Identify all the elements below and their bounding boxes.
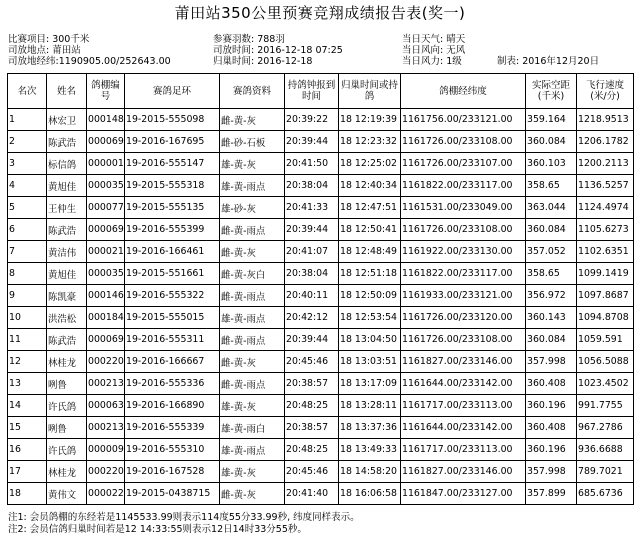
cell-speed: 1218.9513 [577,109,634,131]
cell-ring: 19-2016-555311 [125,329,220,351]
cell-distance: 360.196 [526,395,577,417]
cell-ring: 19-2015-555098 [125,109,220,131]
cell-distance: 360.196 [526,439,577,461]
cell-distance: 357.052 [526,241,577,263]
table-row [8,109,634,131]
cell-return-time: 18 12:25:02 [339,153,401,175]
cell-coords: 1161827.00/233146.00 [401,351,526,373]
cell-loft-id: 000035 [87,175,125,197]
cell-coords: 1161933.00/233121.00 [401,285,526,307]
cell-clock-time: 20:45:46 [285,461,339,483]
cell-name: 黄伟文 [47,483,87,505]
cell-distance: 360.143 [526,307,577,329]
cell-distance: 357.899 [526,483,577,505]
cell-ring: 19-2015-0438715 [125,483,220,505]
table-row [8,307,634,329]
cell-speed: 1059.591 [577,329,634,351]
cell-clock-time: 20:39:44 [285,219,339,241]
cell-clock-time: 20:48:25 [285,395,339,417]
cell-rank: 18 [8,483,47,505]
cell-loft-id: 000148 [87,109,125,131]
cell-distance: 358.65 [526,263,577,285]
cell-return-time: 18 12:40:34 [339,175,401,197]
cell-coords: 1161827.00/233146.00 [401,461,526,483]
cell-distance: 359.164 [526,109,577,131]
cell-pigeon-info: 雄-黄-灰 [220,153,285,175]
return-deadline: 归巢时间: 2016-12-18 [213,56,313,67]
cell-ring: 19-2015-555318 [125,175,220,197]
cell-rank: 16 [8,439,47,461]
cell-speed: 789.7021 [577,461,634,483]
made-date: 制表: 2016年12月20日 [497,56,600,67]
cell-rank: 7 [8,241,47,263]
cell-coords: 1161726.00/233108.00 [401,131,526,153]
cell-name: 林桂龙 [47,351,87,373]
cell-ring: 19-2016-555310 [125,439,220,461]
cell-rank: 9 [8,285,47,307]
table-row [8,131,634,153]
cell-rank: 6 [8,219,47,241]
release-time: 司放时间: 2016-12-18 07:25 [213,45,343,56]
cell-rank: 13 [8,373,47,395]
cell-coords: 1161726.00/233120.00 [401,307,526,329]
cell-loft-id: 000220 [87,351,125,373]
table-row [8,197,634,219]
cell-distance: 358.65 [526,175,577,197]
cell-name: 陈凯豪 [47,285,87,307]
col-ring: 赛鸽足环 [125,74,220,109]
table-row [8,439,634,461]
cell-coords: 1161717.00/233113.00 [401,439,526,461]
col-pigeon-info: 赛鸽资料 [220,74,285,109]
cell-speed: 1124.4974 [577,197,634,219]
col-rank: 名次 [8,74,47,109]
cell-speed: 1023.4502 [577,373,634,395]
cell-ring: 19-2016-555399 [125,219,220,241]
cell-loft-id: 000063 [87,395,125,417]
cell-coords: 1161922.00/233130.00 [401,241,526,263]
cell-return-time: 18 13:04:50 [339,329,401,351]
cell-coords: 1161726.00/233107.00 [401,153,526,175]
cell-pigeon-info: 雌-黄-雨点 [220,373,285,395]
cell-distance: 360.084 [526,219,577,241]
col-loft-id: 鸽棚编号 [87,74,125,109]
cell-pigeon-info: 雌-黄-雨点 [220,329,285,351]
cell-clock-time: 20:38:04 [285,263,339,285]
cell-return-time: 18 12:51:18 [339,263,401,285]
cell-pigeon-info: 雌-黄-灰 [220,241,285,263]
cell-pigeon-info: 雄-黄-灰 [220,461,285,483]
cell-coords: 1161644.00/233142.00 [401,373,526,395]
cell-rank: 10 [8,307,47,329]
table-row [8,219,634,241]
cell-ring: 19-2016-555322 [125,285,220,307]
cell-return-time: 18 13:37:36 [339,417,401,439]
cell-name: 陈武浩 [47,329,87,351]
table-row [8,263,634,285]
wind-direction: 当日风向: 无风 [402,45,466,56]
table-row [8,329,634,351]
cell-loft-id: 000184 [87,307,125,329]
cell-ring: 19-2015-551661 [125,263,220,285]
col-return-time: 归巢时间或持鸽 [339,74,401,109]
notes [8,512,360,536]
cell-rank: 4 [8,175,47,197]
cell-return-time: 18 12:19:39 [339,109,401,131]
entries-count: 参赛羽数: 788羽 [213,34,285,45]
cell-loft-id: 000213 [87,373,125,395]
table-row [8,417,634,439]
cell-return-time: 18 12:50:41 [339,219,401,241]
cell-ring: 19-2016-555336 [125,373,220,395]
table-header-row [8,74,634,109]
cell-pigeon-info: 雌-黄-灰 [220,109,285,131]
cell-name: 王仲生 [47,197,87,219]
race-item: 比赛项目: 300千米 [8,34,90,45]
cell-distance: 360.408 [526,417,577,439]
cell-speed: 1200.2113 [577,153,634,175]
cell-speed: 936.6688 [577,439,634,461]
cell-pigeon-info: 雌-黄-灰白 [220,263,285,285]
cell-return-time: 18 12:50:09 [339,285,401,307]
cell-loft-id: 000069 [87,329,125,351]
cell-speed: 1136.5257 [577,175,634,197]
cell-rank: 15 [8,417,47,439]
cell-loft-id: 000077 [87,197,125,219]
table-row [8,483,634,505]
col-clock-time: 持鸽钟报到时间 [285,74,339,109]
cell-ring: 19-2016-166890 [125,395,220,417]
cell-coords: 1161756.00/233121.00 [401,109,526,131]
table-row [8,153,634,175]
cell-clock-time: 20:39:44 [285,131,339,153]
col-coords: 鸽棚经纬度 [401,74,526,109]
cell-distance: 360.084 [526,329,577,351]
cell-clock-time: 20:41:07 [285,241,339,263]
cell-return-time: 18 14:58:20 [339,461,401,483]
cell-pigeon-info: 雌-黄-雨点 [220,285,285,307]
cell-name: 陈武浩 [47,219,87,241]
cell-distance: 357.998 [526,461,577,483]
cell-loft-id: 000001 [87,153,125,175]
cell-rank: 14 [8,395,47,417]
cell-return-time: 18 13:49:33 [339,439,401,461]
col-distance: 实际空距(千米) [526,74,577,109]
cell-clock-time: 20:41:40 [285,483,339,505]
cell-return-time: 18 12:47:51 [339,197,401,219]
cell-name: 许氏鸽 [47,439,87,461]
cell-return-time: 18 12:23:32 [339,131,401,153]
cell-coords: 1161644.00/233142.00 [401,417,526,439]
cell-loft-id: 000213 [87,417,125,439]
note-2: 注2: 会员信鸽归巢时间若是12 14:33:55则表示12日14时33分55秒。 [8,524,307,535]
cell-loft-id: 000220 [87,461,125,483]
table-row [8,395,634,417]
cell-name: 陈武浩 [47,131,87,153]
cell-coords: 1161847.00/233127.00 [401,483,526,505]
table-row [8,285,634,307]
cell-clock-time: 20:38:57 [285,373,339,395]
cell-speed: 1097.8687 [577,285,634,307]
cell-rank: 1 [8,109,47,131]
cell-ring: 19-2016-167695 [125,131,220,153]
cell-loft-id: 000009 [87,439,125,461]
cell-speed: 1094.8708 [577,307,634,329]
cell-pigeon-info: 雄-黄-雨点 [220,175,285,197]
cell-speed: 1056.5088 [577,351,634,373]
cell-coords: 1161531.00/233049.00 [401,197,526,219]
cell-speed: 1105.6273 [577,219,634,241]
cell-rank: 17 [8,461,47,483]
cell-rank: 5 [8,197,47,219]
cell-distance: 360.408 [526,373,577,395]
cell-coords: 1161726.00/233108.00 [401,219,526,241]
cell-speed: 1102.6351 [577,241,634,263]
cell-return-time: 18 16:06:58 [339,483,401,505]
cell-return-time: 18 12:48:49 [339,241,401,263]
cell-return-time: 18 13:28:11 [339,395,401,417]
cell-name: 咧鲁 [47,373,87,395]
cell-pigeon-info: 雄-黄-灰 [220,395,285,417]
cell-distance: 363.044 [526,197,577,219]
release-place: 司放地点: 莆田站 [8,45,81,56]
cell-speed: 685.6736 [577,483,634,505]
table-row [8,175,634,197]
table-row [8,461,634,483]
table-row [8,241,634,263]
table-row [8,351,634,373]
cell-clock-time: 20:42:12 [285,307,339,329]
cell-rank: 12 [8,351,47,373]
cell-speed: 991.7755 [577,395,634,417]
cell-speed: 967.2786 [577,417,634,439]
cell-pigeon-info: 雄-黄-雨点 [220,439,285,461]
cell-pigeon-info: 雌-黄-雨点 [220,219,285,241]
release-coords: 司放地经纬:1190905.00/252643.00 [8,56,171,67]
cell-coords: 1161717.00/233113.00 [401,395,526,417]
wind-force: 当日风力: 1级 [402,56,462,67]
cell-name: 许氏鸽 [47,395,87,417]
cell-return-time: 18 12:53:54 [339,307,401,329]
weather: 当日天气: 晴天 [402,34,466,45]
cell-ring: 19-2016-166461 [125,241,220,263]
cell-name: 标信鸽 [47,153,87,175]
results-table [7,73,634,505]
cell-ring: 19-2015-555135 [125,197,220,219]
cell-loft-id: 000146 [87,285,125,307]
note-1: 注1: 会员鸽棚的东经若是1145533.99则表示114度55分33.99秒, 纬度同样表示。 [8,512,360,523]
cell-coords: 1161822.00/233117.00 [401,263,526,285]
cell-return-time: 18 13:03:51 [339,351,401,373]
cell-name: 黄洁伟 [47,241,87,263]
cell-loft-id: 000069 [87,131,125,153]
cell-clock-time: 20:41:50 [285,153,339,175]
cell-ring: 19-2016-555147 [125,153,220,175]
cell-coords: 1161726.00/233108.00 [401,329,526,351]
cell-name: 咧鲁 [47,417,87,439]
cell-rank: 3 [8,153,47,175]
col-speed: 飞行速度(米/分) [577,74,634,109]
cell-name: 黄旭佳 [47,175,87,197]
cell-speed: 1206.1782 [577,131,634,153]
cell-ring: 19-2016-555339 [125,417,220,439]
cell-clock-time: 20:38:57 [285,417,339,439]
cell-pigeon-info: 雌-黄-灰 [220,483,285,505]
cell-loft-id: 000022 [87,483,125,505]
cell-name: 林宏卫 [47,109,87,131]
cell-rank: 2 [8,131,47,153]
cell-pigeon-info: 雌-黄-灰 [220,351,285,373]
report-title: 莆田站350公里预赛竞翔成绩报告表(奖一) [174,4,466,22]
cell-ring: 19-2015-555015 [125,307,220,329]
cell-clock-time: 20:38:04 [285,175,339,197]
cell-clock-time: 20:48:25 [285,439,339,461]
cell-loft-id: 000069 [87,219,125,241]
cell-name: 林桂龙 [47,461,87,483]
cell-distance: 357.998 [526,351,577,373]
cell-coords: 1161822.00/233117.00 [401,175,526,197]
cell-pigeon-info: 雄-砂-灰 [220,197,285,219]
cell-name: 黄旭佳 [47,263,87,285]
cell-pigeon-info: 雄-黄-雨点 [220,307,285,329]
cell-clock-time: 20:40:11 [285,285,339,307]
cell-rank: 8 [8,263,47,285]
cell-clock-time: 20:39:44 [285,329,339,351]
cell-clock-time: 20:41:33 [285,197,339,219]
cell-distance: 360.084 [526,131,577,153]
table-row [8,373,634,395]
cell-loft-id: 000021 [87,241,125,263]
cell-clock-time: 20:39:22 [285,109,339,131]
cell-pigeon-info: 雄-黄-雨白 [220,417,285,439]
cell-distance: 360.103 [526,153,577,175]
cell-name: 洪浩松 [47,307,87,329]
cell-return-time: 18 13:17:09 [339,373,401,395]
cell-pigeon-info: 雌-砂-石板 [220,131,285,153]
cell-rank: 11 [8,329,47,351]
cell-distance: 356.972 [526,285,577,307]
cell-ring: 19-2016-167528 [125,461,220,483]
col-name: 姓名 [47,74,87,109]
cell-ring: 19-2016-166667 [125,351,220,373]
cell-clock-time: 20:45:46 [285,351,339,373]
cell-speed: 1099.1419 [577,263,634,285]
cell-loft-id: 000035 [87,263,125,285]
